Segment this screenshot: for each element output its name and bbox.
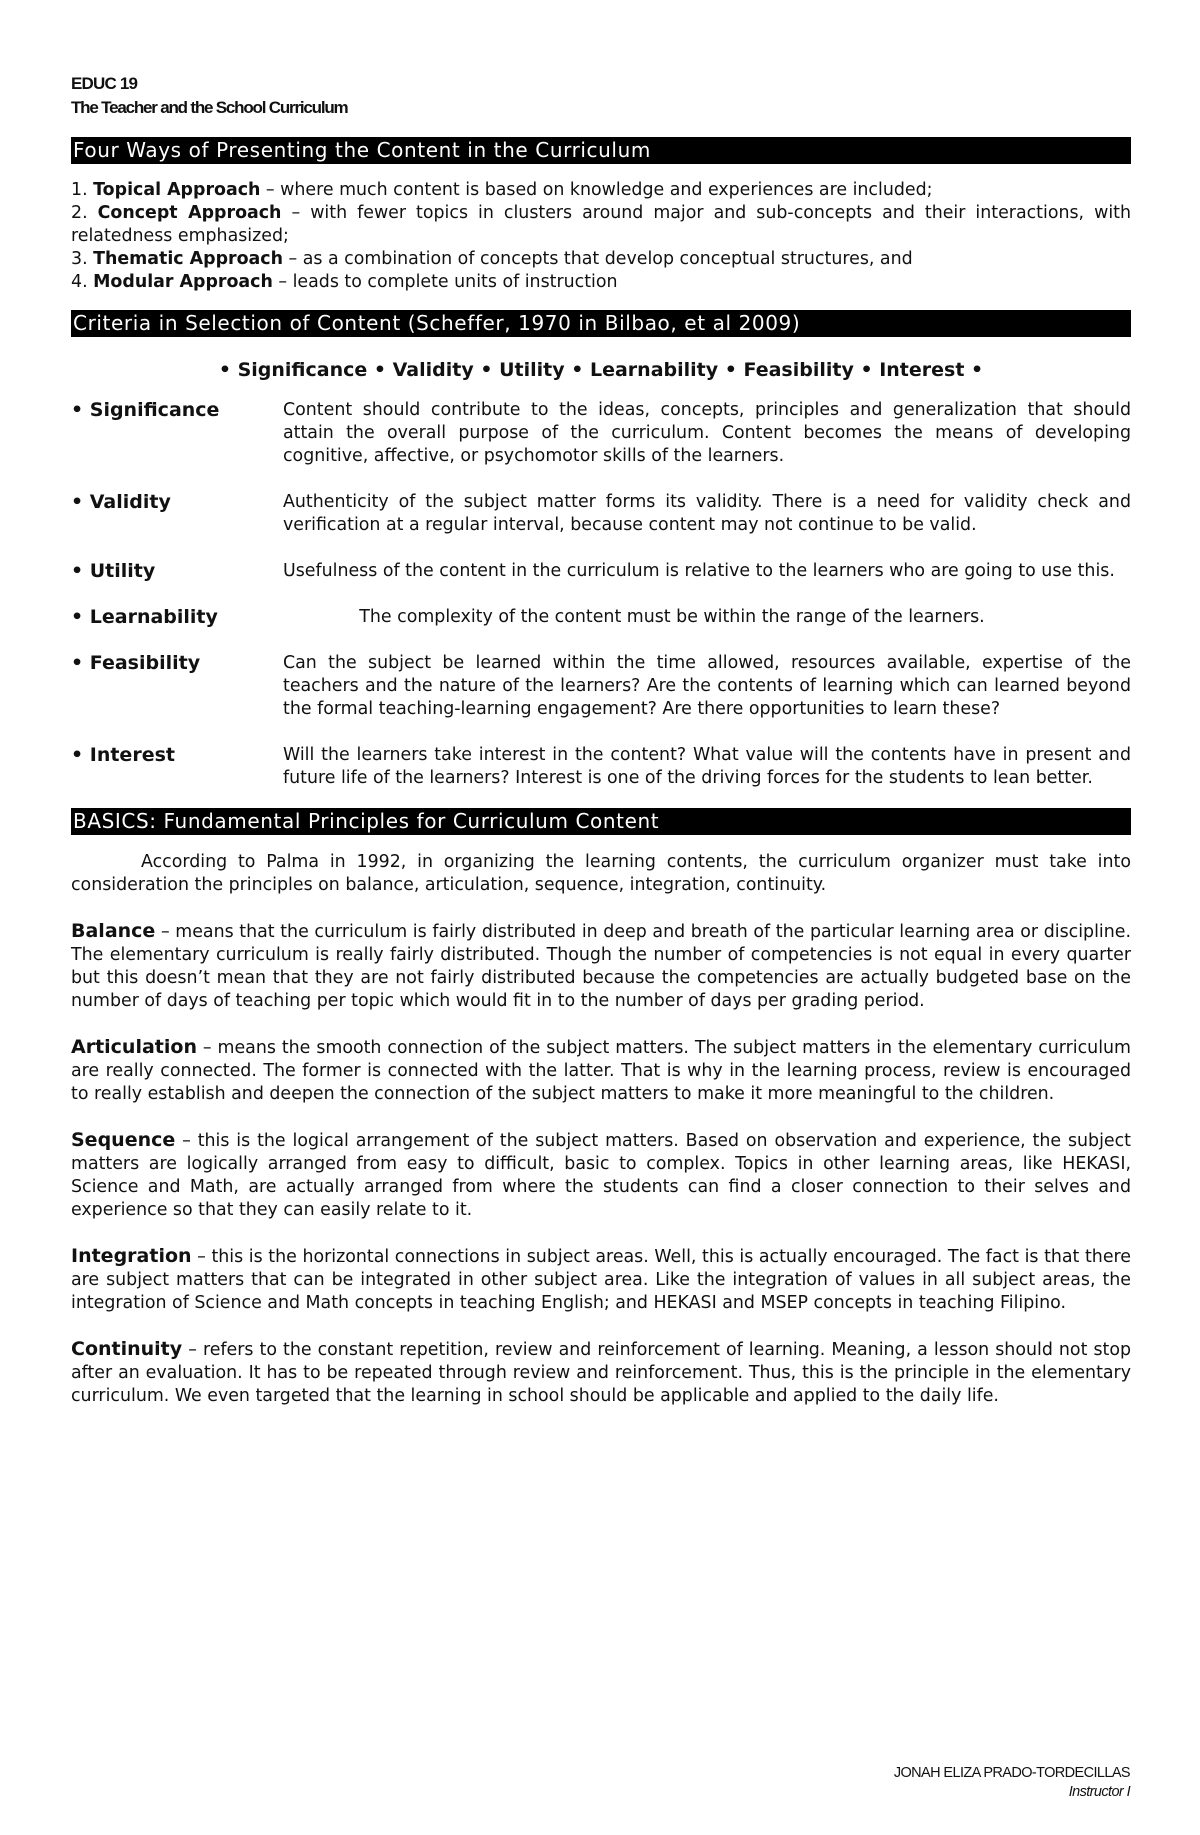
criterion-name: • Significance: [71, 399, 220, 421]
criterion-significance: [71, 399, 1131, 468]
criterion-desc: Usefulness of the content in the curriculum is relative to the learners who are going to use this.: [283, 561, 1115, 581]
list-item: [71, 179, 1131, 202]
item-desc: – where much content is based on knowledge and experiences are included;: [260, 180, 933, 200]
item-number: 2.: [71, 203, 88, 223]
criteria-summary: • Significance • Validity • Utility • Learnability • Feasibility • Interest •: [218, 359, 984, 381]
criterion-name: • Feasibility: [71, 652, 201, 674]
principle-term: Articulation: [71, 1036, 197, 1058]
principle-articulation: [71, 1036, 1131, 1106]
criterion-name: • Learnability: [71, 606, 218, 628]
criterion-name: • Validity: [71, 491, 171, 513]
item-number: 4.: [71, 272, 88, 292]
criterion-desc: Content should contribute to the ideas, concepts, principles and generalization that should attain the overall purpose of the curriculum. Content becomes the means of developing cognitive, affective, or psychomotor skills of the learners.: [283, 400, 1131, 466]
principle-term: Sequence: [71, 1129, 176, 1151]
criterion-name: • Utility: [71, 560, 156, 582]
section-criteria-heading: Criteria in Selection of Content (Scheffer, 1970 in Bilbao, et al 2009): [71, 310, 1131, 337]
item-term: Thematic Approach: [93, 249, 283, 269]
document-page: [71, 72, 1131, 1408]
principle-desc: – means that the curriculum is fairly distributed in deep and breath of the particular learning area or discipline. The elementary curriculum is really fairly distributed. Though the number of competencies is not equal in every quarter but this doesn’t mean that they are not fairly distributed because the competencies are actually budgeted base on the number of days of teaching per topic which would fit in to the number of days per grading period.: [71, 922, 1131, 1011]
instructor-role: Instructor I: [1068, 1784, 1130, 1800]
criterion-validity: [71, 491, 1131, 537]
criterion-desc: Will the learners take interest in the content? What value will the contents have in present and future life of the learners? Interest is one of the driving forces for the students to lean better.: [283, 745, 1131, 788]
item-term: Topical Approach: [93, 180, 261, 200]
section-basics-heading: BASICS: Fundamental Principles for Curriculum Content: [71, 808, 1131, 835]
item-desc: – leads to complete units of instruction: [272, 272, 618, 292]
principle-desc: – refers to the constant repetition, review and reinforcement of learning. Meaning, a lesson should not stop after an evaluation. It has to be repeated through review and reinforcement. Thus, this is the principle in the elementary curriculum. We even targeted that the learning in school should be applicable and applied to the daily life.: [71, 1340, 1131, 1406]
criterion-desc: Authenticity of the subject matter forms its validity. There is a need for validity check and verification at a regular interval, because content may not continue to be valid.: [283, 492, 1131, 535]
course-title: The Teacher and the School Curriculum: [71, 98, 348, 117]
principle-term: Integration: [71, 1245, 192, 1267]
principle-term: Continuity: [71, 1338, 183, 1360]
criterion-learnability: [71, 606, 1131, 629]
criterion-feasibility: [71, 652, 1131, 721]
criterion-utility: [71, 560, 1131, 583]
criterion-interest: [71, 744, 1131, 790]
principle-sequence: [71, 1129, 1131, 1222]
principle-balance: [71, 920, 1131, 1013]
item-number: 3.: [71, 249, 88, 269]
criterion-desc: Can the subject be learned within the time allowed, resources available, expertise of the teachers and the nature of the learners? Are the contents of learning which can learned beyond the formal teaching-learning engagement? Are there opportunities to learn these?: [283, 653, 1131, 719]
criterion-desc: The complexity of the content must be within the range of the learners.: [359, 607, 985, 627]
principle-desc: – this is the horizontal connections in subject areas. Well, this is actually encouraged. The fact is that there are subject matters that can be integrated in other subject area. Like the integration of values in all subject areas, the integration of Science and Math concepts in teaching English; and HEKASI and MSEP concepts in teaching Filipino.: [71, 1247, 1131, 1313]
four-ways-list: [71, 179, 1131, 294]
principle-integration: [71, 1245, 1131, 1315]
principle-desc: – this is the logical arrangement of the subject matters. Based on observation and experience, the subject matters are logically arranged from easy to difficult, basic to complex. Topics in other learning areas, like HEKASI, Science and Math, are actually arranged from where the students can find a closer connection to their selves and experience so that they can easily relate to it.: [71, 1131, 1131, 1220]
criterion-name: • Interest: [71, 744, 175, 766]
list-item: [71, 248, 1131, 271]
criteria-list: [71, 399, 1131, 790]
section-four-ways-heading: Four Ways of Presenting the Content in the Curriculum: [71, 137, 1131, 164]
basics-intro: According to Palma in 1992, in organizing the learning contents, the curriculum organizer must take into consideration the principles on balance, articulation, sequence, integration, continuity.: [71, 852, 1131, 895]
item-term: Modular Approach: [93, 272, 273, 292]
instructor-name: JONAH ELIZA PRADO-TORDECILLAS: [893, 1765, 1130, 1781]
item-desc: – with fewer topics in clusters around major and sub-concepts and their interactions, with relatedness emphasized;: [71, 203, 1131, 246]
principle-continuity: [71, 1338, 1131, 1408]
list-item: [71, 271, 1131, 294]
principle-term: Balance: [71, 920, 156, 942]
principle-desc: – means the smooth connection of the subject matters. The subject matters in the elementary curriculum are really connected. The former is connected with the latter. That is why in the learning process, review is encouraged to really establish and deepen the connection of the subject matters to make it more meaningful to the children.: [71, 1038, 1131, 1104]
course-code: EDUC 19: [71, 74, 138, 93]
item-number: 1.: [71, 180, 88, 200]
list-item: [71, 202, 1131, 248]
item-term: Concept Approach: [97, 203, 282, 223]
item-desc: – as a combination of concepts that develop conceptual structures, and: [282, 249, 913, 269]
instructor-signature-block: [894, 1764, 1130, 1802]
